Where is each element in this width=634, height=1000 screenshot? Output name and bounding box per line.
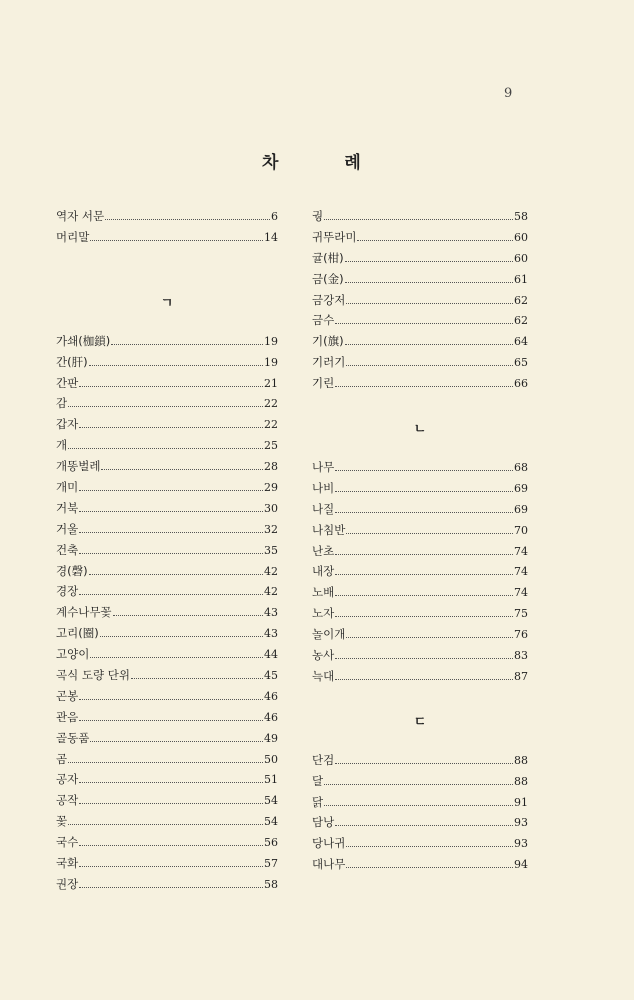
section-list-nieun	[312, 459, 528, 689]
toc-entry	[56, 395, 278, 416]
toc-entry-page: 93	[514, 816, 528, 830]
toc-entry	[56, 667, 278, 688]
toc-entry	[56, 876, 278, 897]
toc-entry-page: 74	[514, 586, 528, 600]
toc-entry-label: 곡식 도량 단위	[56, 668, 130, 683]
toc-entry	[312, 459, 528, 480]
toc-entry-label: 내장	[312, 564, 335, 579]
toc-entry	[56, 730, 278, 751]
dot-leader	[357, 232, 513, 241]
toc-entry	[312, 814, 528, 835]
toc-entry-page: 88	[514, 774, 528, 788]
toc-entry	[312, 773, 528, 794]
toc-entry-page: 29	[264, 481, 278, 495]
dot-leader	[100, 628, 263, 637]
dot-leader	[335, 462, 513, 471]
toc-entry-label: 금(金)	[312, 271, 344, 286]
dot-leader	[113, 607, 263, 616]
toc-entry-page: 69	[514, 502, 528, 516]
toc-entry-page: 46	[264, 710, 278, 724]
toc-entry-label: 기러기	[312, 355, 346, 370]
dot-leader	[324, 776, 513, 785]
dot-leader	[90, 649, 263, 658]
toc-entry-label: 골동품	[56, 730, 90, 745]
toc-entry-label: 갑자	[56, 417, 79, 432]
toc-entry	[312, 626, 528, 647]
toc-entry	[312, 668, 528, 689]
toc-entry-label: 닭	[312, 794, 324, 809]
toc-entry-page: 62	[514, 293, 528, 307]
toc-entry-page: 74	[514, 565, 528, 579]
toc-entry	[312, 835, 528, 856]
toc-entry-label: 기린	[312, 376, 335, 391]
toc-entry	[56, 437, 278, 458]
toc-entry-page: 54	[264, 794, 278, 808]
dot-leader	[346, 859, 513, 868]
dot-leader	[79, 586, 263, 595]
toc-entry-page: 51	[264, 773, 278, 787]
toc-entry-page: 75	[514, 607, 528, 621]
toc-entry-label: 당나귀	[312, 836, 346, 851]
toc-entry-page: 19	[264, 355, 278, 369]
toc-entry-page: 32	[264, 522, 278, 536]
toc-entry-label: 계수나무꽃	[56, 605, 112, 620]
toc-entry	[56, 771, 278, 792]
toc-entry-page: 22	[264, 397, 278, 411]
toc-entry	[312, 794, 528, 815]
toc-entry-page: 6	[271, 210, 278, 223]
toc-entry-page: 76	[514, 628, 528, 642]
toc-entry	[56, 688, 278, 709]
toc-entry	[312, 271, 528, 292]
toc-entry-page: 74	[514, 544, 528, 558]
toc-entry-page: 43	[264, 606, 278, 620]
dot-leader	[79, 524, 263, 533]
dot-leader	[79, 858, 263, 867]
section-list-giyeok	[56, 333, 278, 897]
toc-entry	[56, 604, 278, 625]
toc-entry-page: 58	[264, 877, 278, 891]
toc-entry	[56, 458, 278, 479]
toc-entry-label: 머리말	[56, 229, 90, 244]
toc-entry	[56, 375, 278, 396]
toc-entry-page: 42	[264, 564, 278, 578]
toc-entry	[312, 229, 528, 250]
section-heading-giyeok: ㄱ	[160, 295, 174, 311]
toc-entry	[312, 543, 528, 564]
toc-entry-label: 공작	[56, 793, 79, 808]
toc-entry-label: 가쇄(枷鎖)	[56, 333, 111, 348]
toc-entry-label: 달	[312, 773, 324, 788]
dot-leader	[335, 671, 513, 680]
toc-entry-label: 기(旗)	[312, 334, 344, 349]
toc-entry	[312, 752, 528, 773]
toc-entry-page: 54	[264, 815, 278, 829]
dot-leader	[335, 546, 513, 555]
dot-leader	[79, 879, 263, 888]
toc-entry-page: 69	[514, 481, 528, 495]
dot-leader	[335, 504, 513, 513]
toc-entry-label: 간판	[56, 375, 79, 390]
dot-leader	[346, 629, 513, 638]
toc-entry-label: 공자	[56, 772, 79, 787]
toc-entry-page: 50	[264, 752, 278, 766]
toc-entry-page: 87	[514, 669, 528, 683]
toc-entry-page: 91	[514, 795, 528, 809]
dot-leader	[101, 461, 263, 470]
toc-entry	[312, 292, 528, 313]
dot-leader	[90, 232, 263, 241]
dot-leader	[79, 419, 263, 428]
toc-entry	[56, 333, 278, 354]
toc-entry	[312, 584, 528, 605]
toc-entry-page: 64	[514, 335, 528, 349]
toc-entry	[56, 563, 278, 584]
toc-entry-label: 개똥벌레	[56, 459, 101, 474]
toc-entry-label: 노자	[312, 606, 335, 621]
toc-entry-page: 28	[264, 460, 278, 474]
toc-entry-label: 거울	[56, 521, 79, 536]
dot-leader	[90, 733, 263, 742]
toc-entry	[312, 501, 528, 522]
toc-entry-label: 대나무	[312, 857, 346, 872]
toc-entry-page: 57	[264, 857, 278, 871]
toc-entry-label: 농사	[312, 648, 335, 663]
dot-leader	[79, 691, 263, 700]
toc-entry-page: 46	[264, 689, 278, 703]
toc-entry-label: 금수	[312, 313, 335, 328]
toc-entry-page: 68	[514, 461, 528, 475]
dot-leader	[68, 816, 263, 825]
toc-entry	[56, 229, 278, 250]
dot-leader	[335, 566, 513, 575]
toc-entry-page: 22	[264, 418, 278, 432]
toc-entry	[312, 312, 528, 333]
dot-leader	[68, 440, 263, 449]
toc-entry-label: 관음	[56, 709, 79, 724]
toc-entry-label: 거북	[56, 500, 79, 515]
toc-left-column	[56, 208, 278, 897]
dot-leader	[89, 357, 263, 366]
toc-entry-page: 62	[514, 314, 528, 328]
toc-entry	[312, 480, 528, 501]
toc-entry	[56, 416, 278, 437]
toc-entry	[56, 521, 278, 542]
toc-entry-label: 나침반	[312, 522, 346, 537]
dot-leader	[335, 608, 513, 617]
toc-entry	[56, 583, 278, 604]
dot-leader	[335, 378, 513, 387]
dot-leader	[79, 774, 263, 783]
toc-entry	[312, 522, 528, 543]
section-list-digeut	[312, 752, 528, 877]
toc-entry-page: 21	[264, 376, 278, 390]
toc-entry-label: 개미	[56, 480, 79, 495]
dot-leader	[79, 837, 263, 846]
toc-entry-page: 60	[514, 251, 528, 265]
dot-leader	[131, 670, 263, 679]
toc-entry	[312, 208, 528, 229]
toc-entry-page: 94	[514, 858, 528, 872]
toc-entry-page: 60	[514, 230, 528, 244]
toc-entry-page: 65	[514, 356, 528, 370]
toc-entry	[312, 563, 528, 584]
dot-leader	[79, 503, 263, 512]
dot-leader	[335, 587, 513, 596]
dot-leader	[105, 211, 270, 220]
toc-entry-page: 45	[264, 669, 278, 683]
toc-entry	[56, 542, 278, 563]
toc-entry-label: 곤봉	[56, 688, 79, 703]
toc-entry	[56, 813, 278, 834]
toc-entry-label: 역자 서문	[56, 209, 105, 223]
dot-leader	[346, 838, 513, 847]
toc-entry-page: 61	[514, 272, 528, 286]
toc-entry-label: 간(肝)	[56, 354, 88, 369]
toc-entry-label: 나질	[312, 501, 335, 516]
dot-leader	[346, 295, 513, 304]
toc-entry-label: 나무	[312, 460, 335, 475]
toc-entry-label: 개	[56, 438, 68, 453]
dot-leader	[324, 797, 513, 806]
dot-leader	[345, 253, 513, 262]
toc-entry-page: 42	[264, 585, 278, 599]
toc-entry-label: 귤(柑)	[312, 250, 344, 265]
toc-entry	[312, 647, 528, 668]
dot-leader	[335, 817, 513, 826]
toc-entry	[56, 625, 278, 646]
toc-entry-page: 66	[514, 377, 528, 391]
toc-entry	[56, 751, 278, 772]
toc-entry-label: 경(磬)	[56, 563, 88, 578]
toc-entry-label: 궝	[312, 209, 324, 223]
toc-entry	[56, 709, 278, 730]
toc-entry-label: 고리(圈)	[56, 626, 99, 641]
section-list-giyeok-cont	[312, 208, 528, 396]
toc-entry-label: 늑대	[312, 668, 335, 683]
toc-entry	[312, 354, 528, 375]
toc-entry-page: 30	[264, 501, 278, 515]
toc-entry	[56, 354, 278, 375]
dot-leader	[68, 398, 263, 407]
toc-entry-label: 단검	[312, 752, 335, 767]
toc-entry	[312, 250, 528, 271]
toc-entry-label: 국화	[56, 856, 79, 871]
dot-leader	[79, 545, 263, 554]
dot-leader	[346, 525, 513, 534]
toc-entry-label: 노배	[312, 585, 335, 600]
toc-entry-label: 곰	[56, 751, 68, 766]
toc-entry-label: 금강저	[312, 292, 346, 307]
dot-leader	[335, 315, 513, 324]
dot-leader	[79, 378, 263, 387]
toc-entry-label: 귀뚜라미	[312, 229, 357, 244]
toc-entry	[312, 605, 528, 626]
intro-list	[56, 208, 278, 250]
page-title: 차 례	[262, 153, 391, 173]
toc-entry	[312, 856, 528, 877]
section-heading-nieun: ㄴ	[413, 422, 427, 438]
dot-leader	[89, 566, 263, 575]
toc-entry-page: 56	[264, 836, 278, 850]
toc-entry	[312, 375, 528, 396]
toc-entry-page: 58	[514, 210, 528, 223]
toc-entry-page: 43	[264, 627, 278, 641]
toc-entry	[56, 834, 278, 855]
dot-leader	[79, 712, 263, 721]
dot-leader	[335, 483, 513, 492]
toc-right-column	[312, 208, 528, 877]
toc-entry-page: 44	[264, 648, 278, 662]
page-number: 9	[504, 86, 513, 101]
toc-entry	[56, 479, 278, 500]
toc-entry-label: 국수	[56, 835, 79, 850]
toc-entry-label: 담낭	[312, 815, 335, 830]
toc-entry-label: 경장	[56, 584, 79, 599]
toc-entry-page: 49	[264, 731, 278, 745]
section-heading-digeut: ㄷ	[413, 714, 427, 730]
toc-entry-page: 83	[514, 649, 528, 663]
dot-leader	[324, 211, 513, 220]
toc-entry	[56, 646, 278, 667]
toc-entry	[56, 208, 278, 229]
dot-leader	[345, 274, 513, 283]
dot-leader	[335, 755, 513, 764]
toc-entry-label: 고양이	[56, 647, 90, 662]
toc-entry-label: 감	[56, 396, 68, 411]
toc-entry	[312, 333, 528, 354]
toc-entry	[56, 855, 278, 876]
dot-leader	[68, 754, 263, 763]
dot-leader	[346, 357, 513, 366]
toc-entry	[56, 500, 278, 521]
toc-entry-label: 나비	[312, 480, 335, 495]
toc-entry-page: 93	[514, 837, 528, 851]
toc-entry-page: 35	[264, 543, 278, 557]
toc-entry-page: 14	[264, 230, 278, 244]
toc-entry-page: 25	[264, 439, 278, 453]
toc-entry-page: 70	[514, 523, 528, 537]
dot-leader	[111, 336, 263, 345]
dot-leader	[79, 795, 263, 804]
toc-entry-label: 난초	[312, 543, 335, 558]
dot-leader	[345, 336, 513, 345]
toc-entry-label: 꽃	[56, 814, 68, 829]
toc-entry-label: 놀이개	[312, 627, 346, 642]
toc-entry	[56, 792, 278, 813]
dot-leader	[335, 650, 513, 659]
toc-entry-page: 19	[264, 334, 278, 348]
toc-entry-label: 권장	[56, 876, 79, 891]
dot-leader	[79, 482, 263, 491]
toc-entry-label: 건축	[56, 542, 79, 557]
toc-entry-page: 88	[514, 753, 528, 767]
